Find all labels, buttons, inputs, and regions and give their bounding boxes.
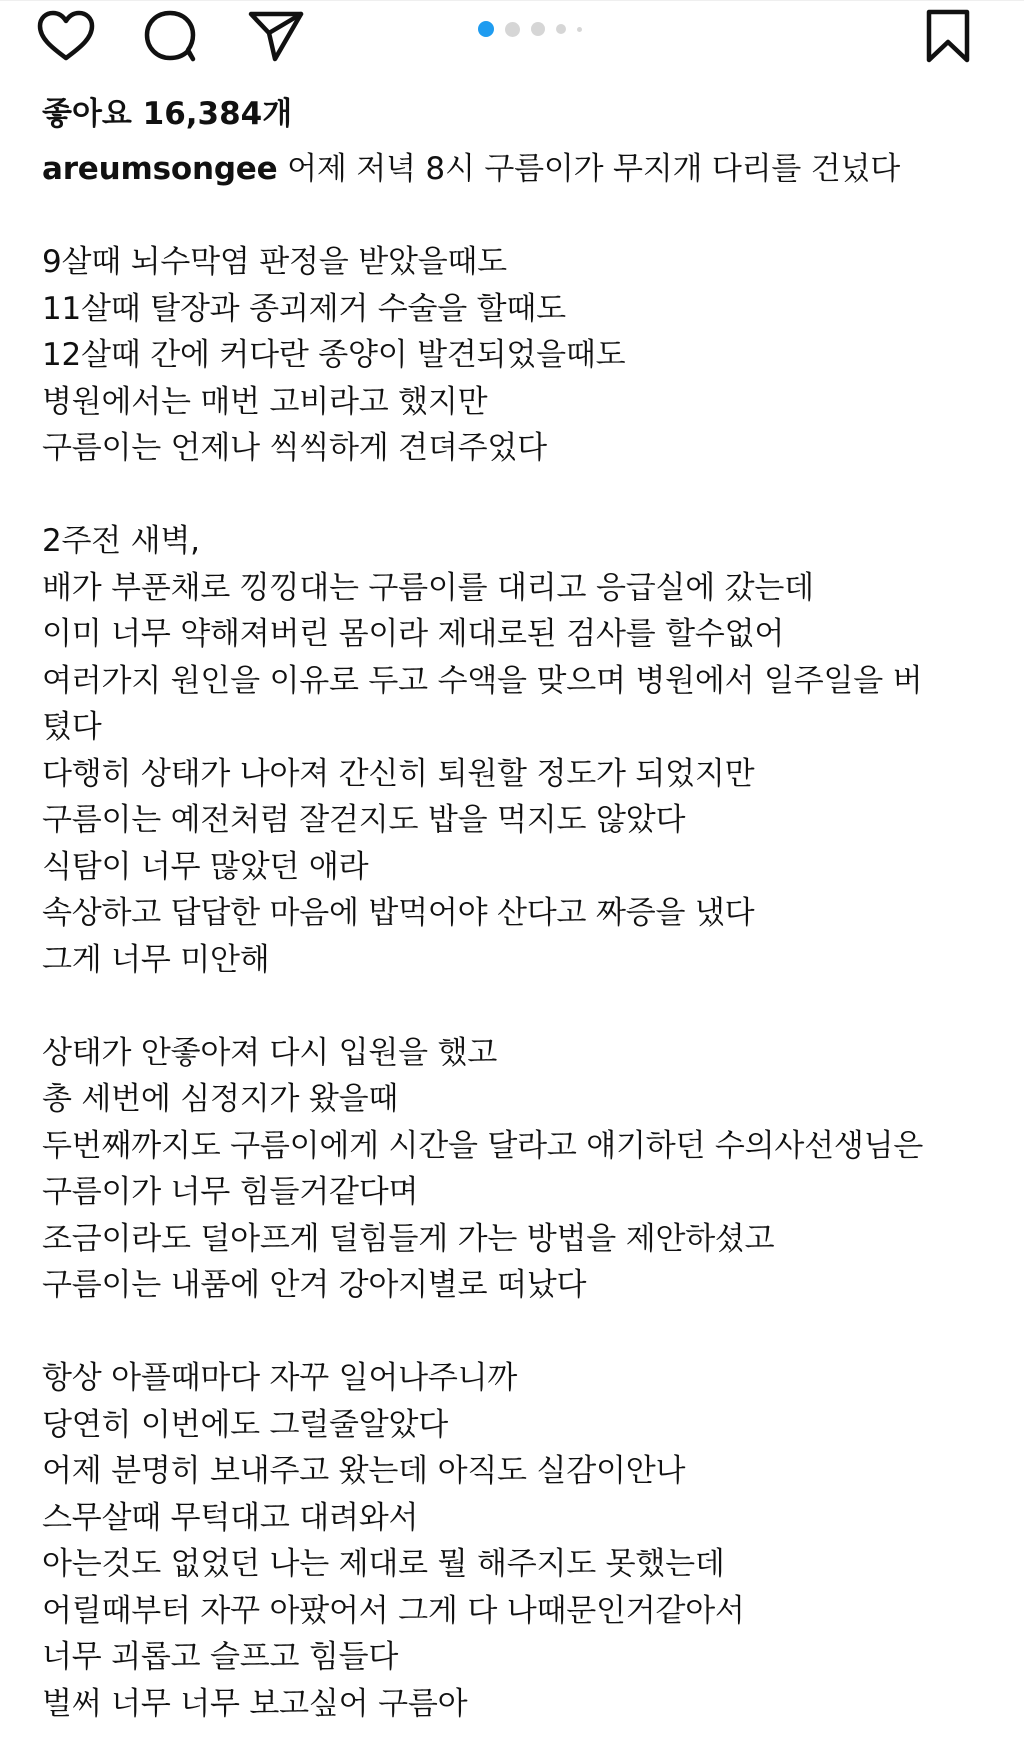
caption-line: 식탐이 너무 많았던 애라 <box>42 848 369 885</box>
caption-line: 2주전 새벽, <box>42 523 200 559</box>
caption-line: 상태가 안좋아져 다시 입원을 했고 <box>42 1034 498 1071</box>
caption-first-line <box>42 146 1002 193</box>
caption-line: 속상하고 답답한 마음에 밥먹어야 산다고 짜증을 냈다 <box>42 895 755 931</box>
carousel-dot <box>531 22 545 36</box>
caption-line: 너무 괴롭고 슬프고 힘들다 <box>42 1639 399 1675</box>
caption-line: 9살때 뇌수막염 판정을 받았을때도 <box>42 244 507 280</box>
caption-line: 총 세번에 심정지가 왔을때 <box>42 1081 399 1117</box>
caption-line: 배가 부푼채로 낑낑대는 구름이를 대리고 응급실에 갔는데 <box>42 569 814 606</box>
caption-line: 벌써 너무 너무 보고싶어 구름아 <box>42 1685 468 1722</box>
like-button[interactable] <box>34 6 98 66</box>
caption-line: 스무살때 무턱대고 대려와서 <box>42 1499 419 1536</box>
caption-line: 구름이는 내품에 안겨 강아지별로 떠났다 <box>42 1267 587 1303</box>
carousel-dot-active <box>478 21 494 37</box>
bookmark-icon <box>924 8 972 64</box>
caption-line: 여러가지 원인을 이유로 두고 수액을 맞으며 병원에서 일주일을 버 <box>42 662 923 699</box>
caption-line: 어제 분명히 보내주고 왔는데 아직도 실감이안나 <box>42 1453 686 1489</box>
caption-line: 구름이가 너무 힘들거같다며 <box>42 1174 419 1210</box>
caption-line <box>42 193 1002 240</box>
caption-line: 그게 너무 미안해 <box>42 941 270 978</box>
caption-line: 이미 너무 약해져버린 몸이라 제대로된 검사를 할수없어 <box>42 616 785 652</box>
post-caption <box>42 146 1002 1727</box>
caption-line: 구름이는 예전처럼 잘걷지도 밥을 먹지도 않았다 <box>42 802 686 838</box>
carousel-dot <box>577 27 582 32</box>
like-count[interactable]: 좋아요 16,384개 <box>42 96 293 132</box>
caption-line: 조금이라도 덜아프게 덜힘들게 가는 방법을 제안하셨고 <box>42 1220 775 1257</box>
paper-plane-icon <box>247 9 305 63</box>
caption-line: 구름이는 언제나 씩씩하게 견뎌주었다 <box>42 430 547 466</box>
caption-line: 텼다 <box>42 709 102 745</box>
heart-icon <box>37 10 95 62</box>
caption-line: 당연히 이번에도 그럴줄알았다 <box>42 1406 449 1443</box>
caption-line: 11살때 탈장과 종괴제거 수술을 할때도 <box>42 290 566 327</box>
save-button[interactable] <box>916 6 980 66</box>
carousel-dot <box>556 24 566 34</box>
post-action-bar <box>0 0 1024 70</box>
caption-line: 어릴때부터 자꾸 아팠어서 그게 다 나때문인거같아서 <box>42 1592 745 1629</box>
caption-line: 12살때 간에 커다란 종양이 발견되었을때도 <box>42 337 626 373</box>
share-button[interactable] <box>244 6 308 66</box>
caption-line <box>42 1309 1002 1356</box>
carousel-indicator <box>478 20 593 38</box>
caption-line: 다행히 상태가 나아져 간신히 퇴원할 정도가 되었지만 <box>42 755 755 792</box>
caption-line: 항상 아플때마다 자꾸 일어나주니까 <box>42 1360 518 1396</box>
comment-bubble-icon <box>142 9 198 63</box>
caption-line <box>42 472 1002 519</box>
caption-line: 두번째까지도 구름이에게 시간을 달라고 얘기하던 수의사선생님은 <box>42 1127 924 1164</box>
username-link[interactable]: areumsongee <box>42 151 278 187</box>
comment-button[interactable] <box>138 6 202 66</box>
carousel-dot <box>505 22 520 37</box>
caption-text: 어제 저녁 8시 구름이가 무지개 다리를 건넜다 <box>287 151 900 187</box>
caption-line: 아는것도 없었던 나는 제대로 뭘 해주지도 못했는데 <box>42 1546 725 1582</box>
caption-line <box>42 983 1002 1030</box>
caption-line: 병원에서는 매번 고비라고 했지만 <box>42 383 488 420</box>
